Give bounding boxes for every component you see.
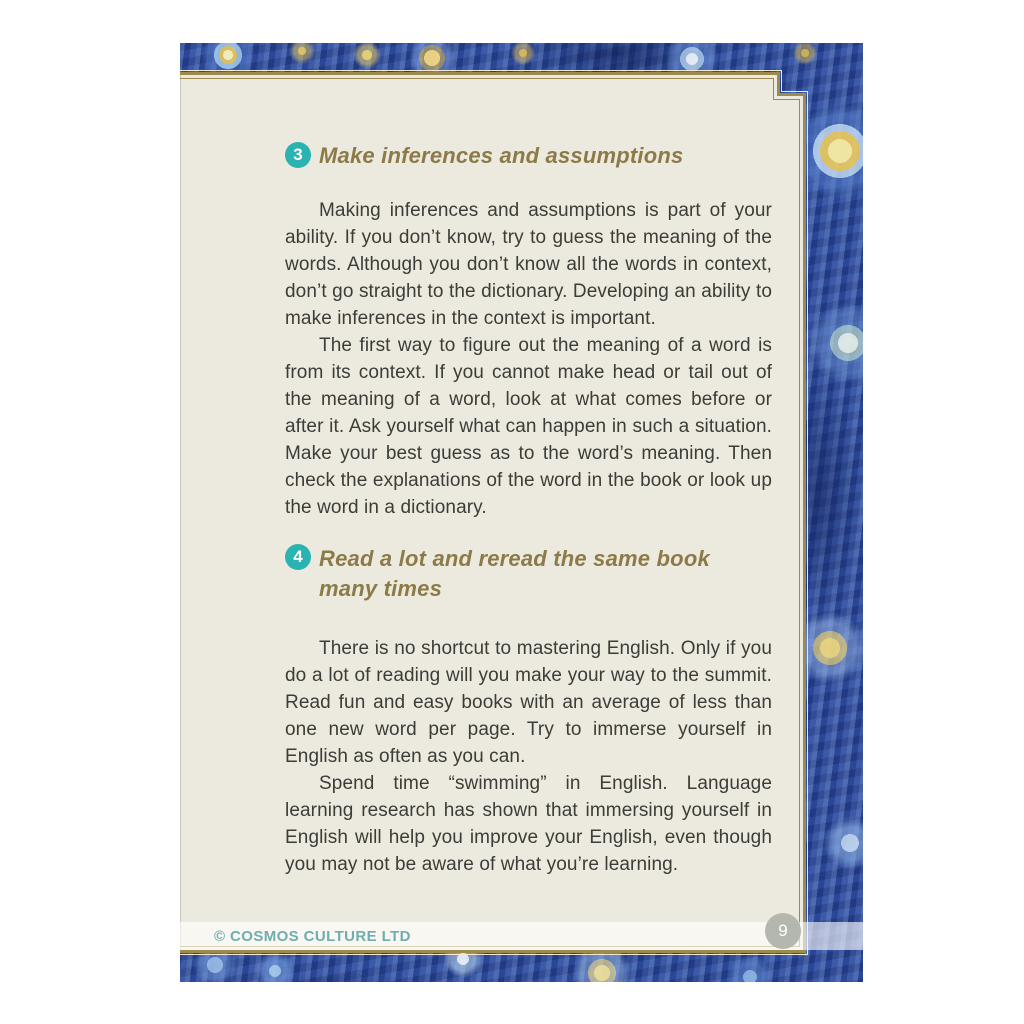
- section-number-badge: 3: [285, 142, 311, 168]
- section-heading-3: [285, 142, 772, 169]
- paragraph: Making inferences and assumptions is part of your ability. If you don’t know, try to guess the meaning of the words. Although you don’t know all the words in context, don’t go straight to the dictionary. Developing an ability to make inferences in the context is important.: [285, 200, 772, 329]
- page-content: [285, 142, 772, 878]
- section-title: Make inferences and assumptions: [319, 143, 684, 168]
- copyright-text: © COSMOS CULTURE LTD: [214, 927, 411, 945]
- section-number-badge: 4: [285, 544, 311, 570]
- section-title-line: many times: [319, 576, 443, 601]
- section-heading-4: [285, 544, 772, 604]
- paragraph: There is no shortcut to mastering English. Only if you do a lot of reading will you make your way to the summit. Read fun and easy books with an average of less than one new word per page. Try to immerse yourself in English as often as you can.: [285, 638, 772, 767]
- book-page: [180, 43, 863, 982]
- page-number-badge: 9: [765, 913, 801, 949]
- paragraph: Spend time “swimming” in English. Language learning research has shown that immersing yourself in English will help you improve your English, even though you may not be aware of what you’re learning.: [285, 773, 772, 875]
- paragraph: The first way to figure out the meaning of a word is from its context. If you cannot make head or tail out of the meaning of a word, look at what comes before or after it. Ask yourself what can happen in such a situation. Make your best guess as to the word’s meaning. Then check the explanations of the word in the book or look up the word in a dictionary.: [285, 335, 772, 518]
- footer: [180, 922, 863, 950]
- section-title-line: Read a lot and reread the same book: [319, 546, 710, 571]
- section-title: [319, 544, 710, 604]
